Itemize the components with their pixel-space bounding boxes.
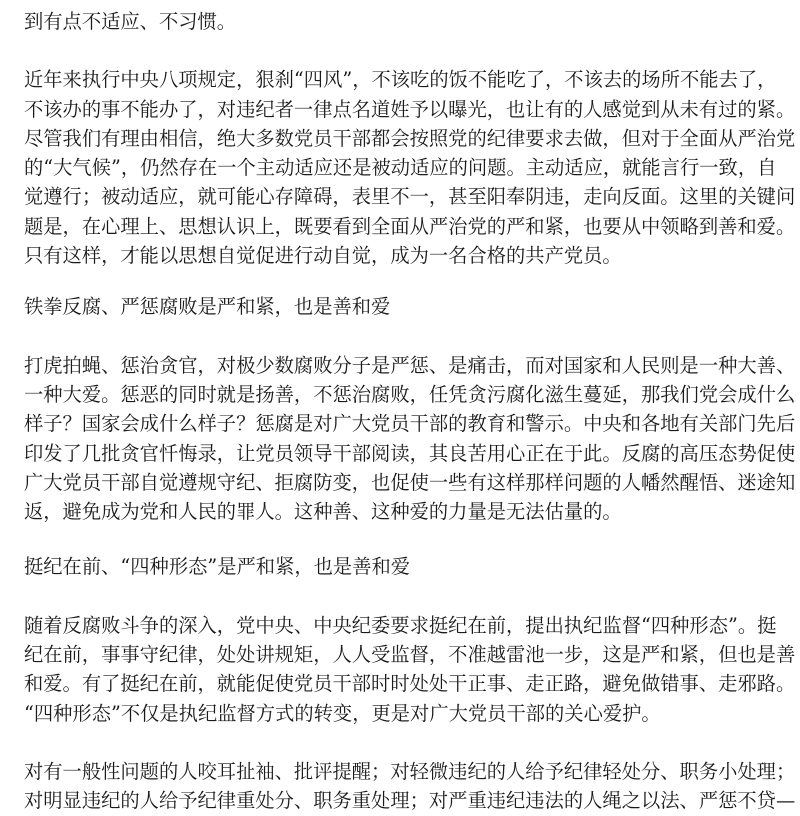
text-line: 不该办的事不能办了，对违纪者一律点名道姓予以曝光，也让有的人感觉到从未有过的紧。 [24, 97, 796, 121]
text-line: 广大党员干部自觉遵规守纪、拒腐防变，也促使一些有这样那样问题的人幡然醒悟、迷途知 [24, 470, 796, 494]
paragraph-strict-rules [24, 65, 796, 270]
text-line: 对明显违纪的人给予纪律重处分、职务重处理；对严重违纪违法的人绳之以法、严惩不贷— [24, 789, 796, 813]
text-line: 的“大气候”，仍然存在一个主动适应还是被动适应的问题。主动适应，就能言行一致，自 [24, 156, 777, 180]
text-line: 对有一般性问题的人咬耳扯袖、批评提醒；对轻微违纪的人给予纪律轻处分、职务小处理； [24, 759, 796, 783]
text-line: 题是，在心理上、思想认识上，既要看到全面从严治党的严和紧，也要从中领略到善和爱。 [24, 214, 796, 238]
text-line: 样子？国家会成什么样子？惩腐是对广大党员干部的教育和警示。中央和各地有关部门先后 [24, 412, 796, 436]
section-heading-four-forms [24, 552, 784, 581]
document-body [24, 7, 796, 816]
text-line: 印发了几批贪官忏悔录，让党员领导干部阅读，其良苦用心正在于此。反腐的高压态势促使 [24, 441, 796, 465]
text-line: 只有这样，才能以思想自觉促进行动自觉，成为一名合格的共产党员。 [24, 244, 622, 268]
paragraph-intro-tail [24, 7, 784, 36]
text-line: 到有点不适应、不习惯。 [24, 10, 237, 33]
text-line: 近年来执行中央八项规定，狠刹“四风”，不该吃的饭不能吃了，不该去的场所不能去了， [24, 68, 777, 92]
text-line: 一种大爱。惩恶的同时就是扬善，不惩治腐败，任凭贪污腐化滋生蔓延，那我们党会成什么 [24, 382, 796, 406]
text-line: 尽管我们有理由相信，绝大多数党员干部都会按照党的纪律要求去做，但对于全面从严治党 [24, 126, 796, 150]
section-heading-anticorruption [24, 292, 784, 321]
text-line: 返，避免成为党和人民的罪人。这种善、这种爱的力量是无法估量的。 [24, 500, 622, 524]
text-line: 和爱。有了挺纪在前，就能促使党员干部时时处处干正事、走正路，避免做错事、走邪路。 [24, 672, 796, 696]
text-line: 随着反腐败斗争的深入，党中央、中央纪委要求挺纪在前，提出执纪监督“四种形态”。挺 [24, 613, 777, 637]
heading-text: 挺纪在前、“四种形态”是严和紧，也是善和爱 [24, 555, 411, 579]
text-line: “四种形态”不仅是执纪监督方式的转变，更是对广大党员干部的关心爱护。 [24, 701, 661, 725]
text-line: 打虎拍蝇、惩治贪官，对极少数腐败分子是严惩、是痛击，而对国家和人民则是一种大善、 [24, 353, 796, 377]
text-line: 觉遵行；被动适应，就可能心存障碍，表里不一，甚至阳奉阴违，走向反面。这里的关键问 [24, 185, 796, 209]
paragraph-discipline-levels [24, 757, 796, 816]
text-line: 纪在前，事事守纪律，处处讲规矩，人人受监督，不准越雷池一步，这是严和紧，但也是善 [24, 643, 796, 667]
paragraph-four-forms [24, 611, 796, 728]
heading-text: 铁拳反腐、严惩腐败是严和紧，也是善和爱 [24, 295, 391, 319]
paragraph-anticorruption [24, 351, 796, 527]
